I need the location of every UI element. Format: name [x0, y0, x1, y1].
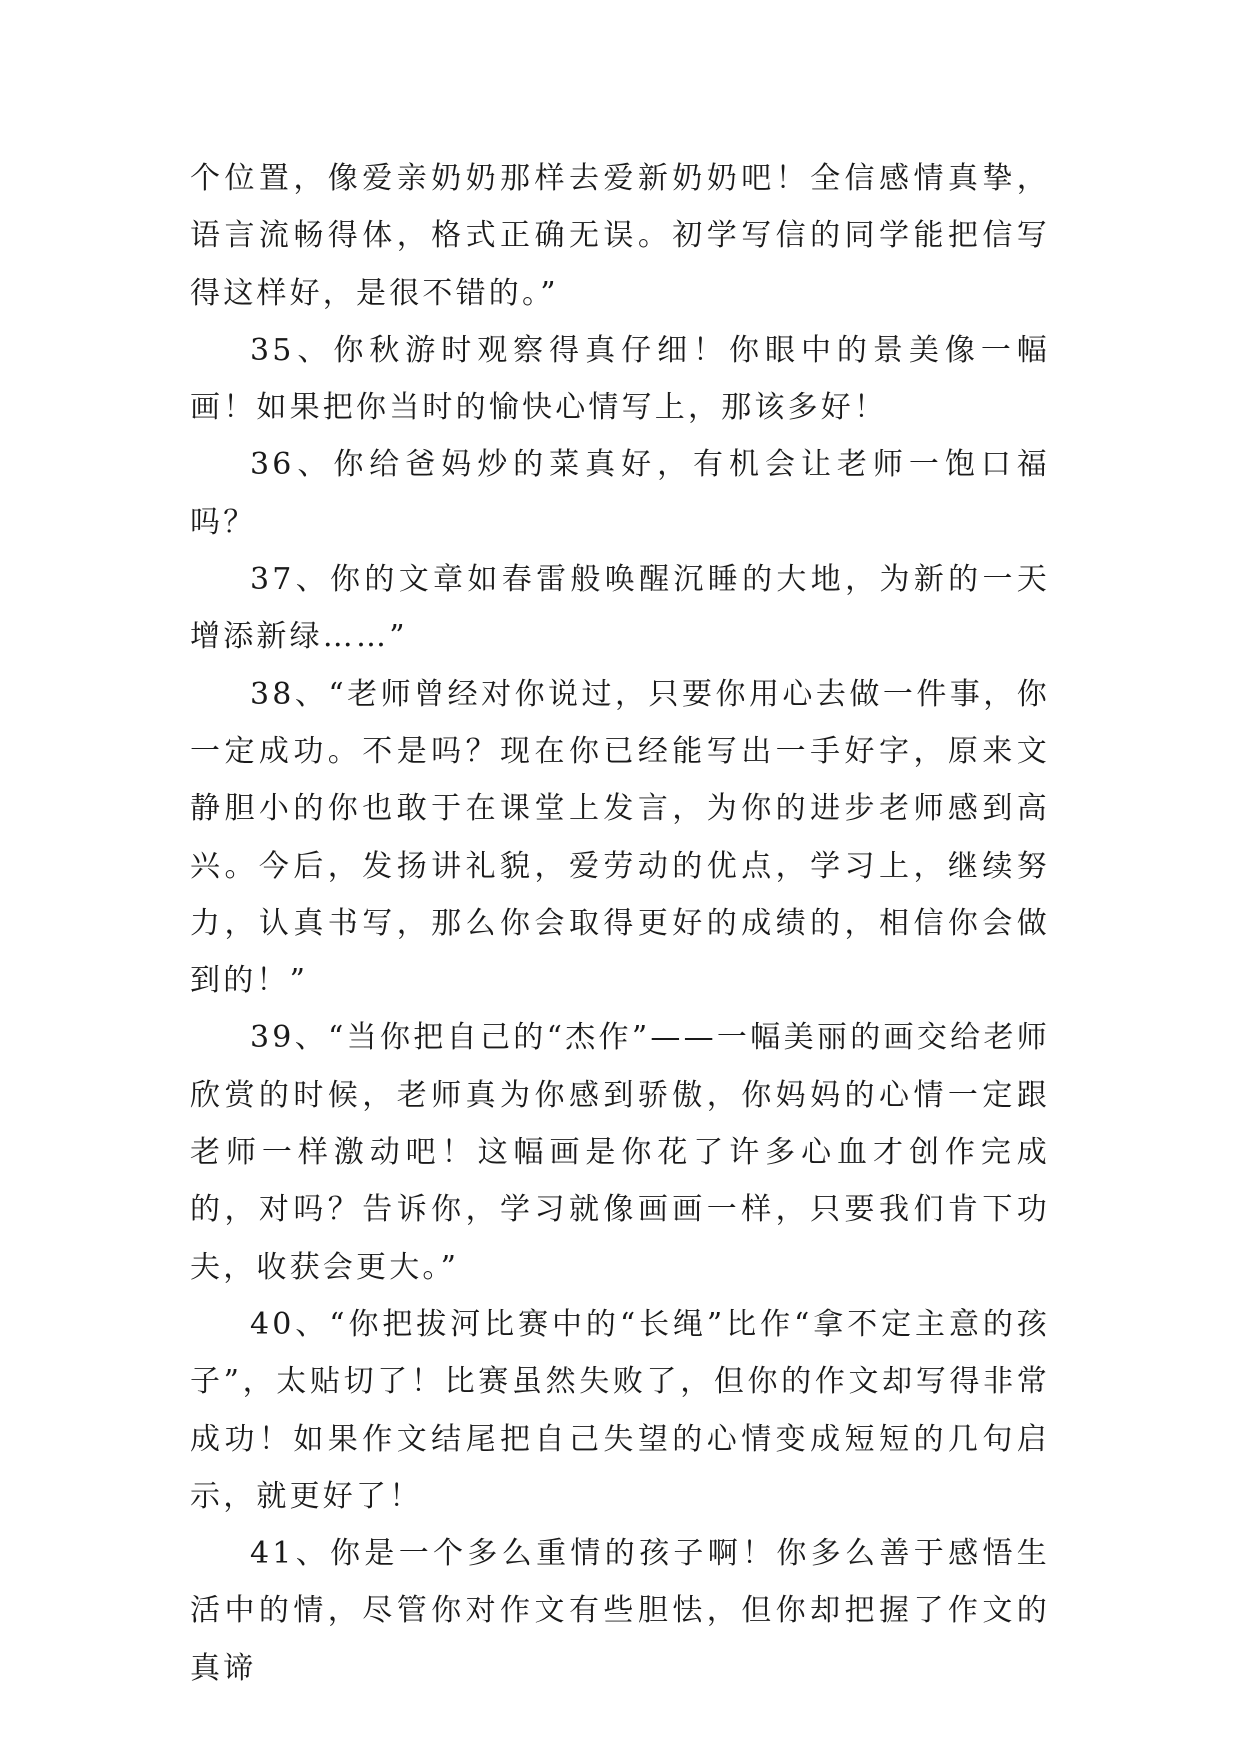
paragraph-38: 38、“老师曾经对你说过，只要你用心去做一件事，你一定成功。不是吗？现在你已经能写出一手好字，原来文静胆小的你也敢于在课堂上发言，为你的进步老师感到高兴。今后，发扬讲礼貌，爱劳动的优点，学习上，继续努力，认真书写，那么你会取得更好的成绩的，相信你会做到的！” — [190, 676, 1050, 999]
paragraph-37: 37、你的文章如春雷般唤醒沉睡的大地，为新的一天增添新绿……” — [190, 562, 1050, 655]
paragraph-39: 39、“当你把自己的“杰作”——一幅美丽的画交给老师欣赏的时候，老师真为你感到骄傲，你妈妈的心情一定跟老师一样激动吧！这幅画是你花了许多心血才创作完成的，对吗？告诉你，学习就像画画一样，只要我们肯下功夫，收获会更大。” — [190, 1020, 1050, 1285]
document-body — [190, 150, 1050, 1697]
paragraph-continuation: 个位置，像爱亲奶奶那样去爱新奶奶吧！全信感情真挚，语言流畅得体，格式正确无误。初学写信的同学能把信写得这样好，是很不错的。” — [190, 161, 1050, 311]
paragraph-36: 36、你给爸妈炒的菜真好，有机会让老师一饱口福吗？ — [190, 447, 1050, 540]
paragraph-41: 41、你是一个多么重情的孩子啊！你多么善于感悟生活中的情，尽管你对作文有些胆怯，但你却把握了作文的真谛 — [190, 1536, 1050, 1686]
paragraph-40: 40、“你把拔河比赛中的“长绳”比作“拿不定主意的孩子”，太贴切了！比赛虽然失败了，但你的作文却写得非常成功！如果作文结尾把自己失望的心情变成短短的几句启示，就更好了！ — [190, 1306, 1050, 1514]
paragraph-35: 35、你秋游时观察得真仔细！你眼中的景美像一幅画！如果把你当时的愉快心情写上，那该多好！ — [190, 332, 1050, 426]
